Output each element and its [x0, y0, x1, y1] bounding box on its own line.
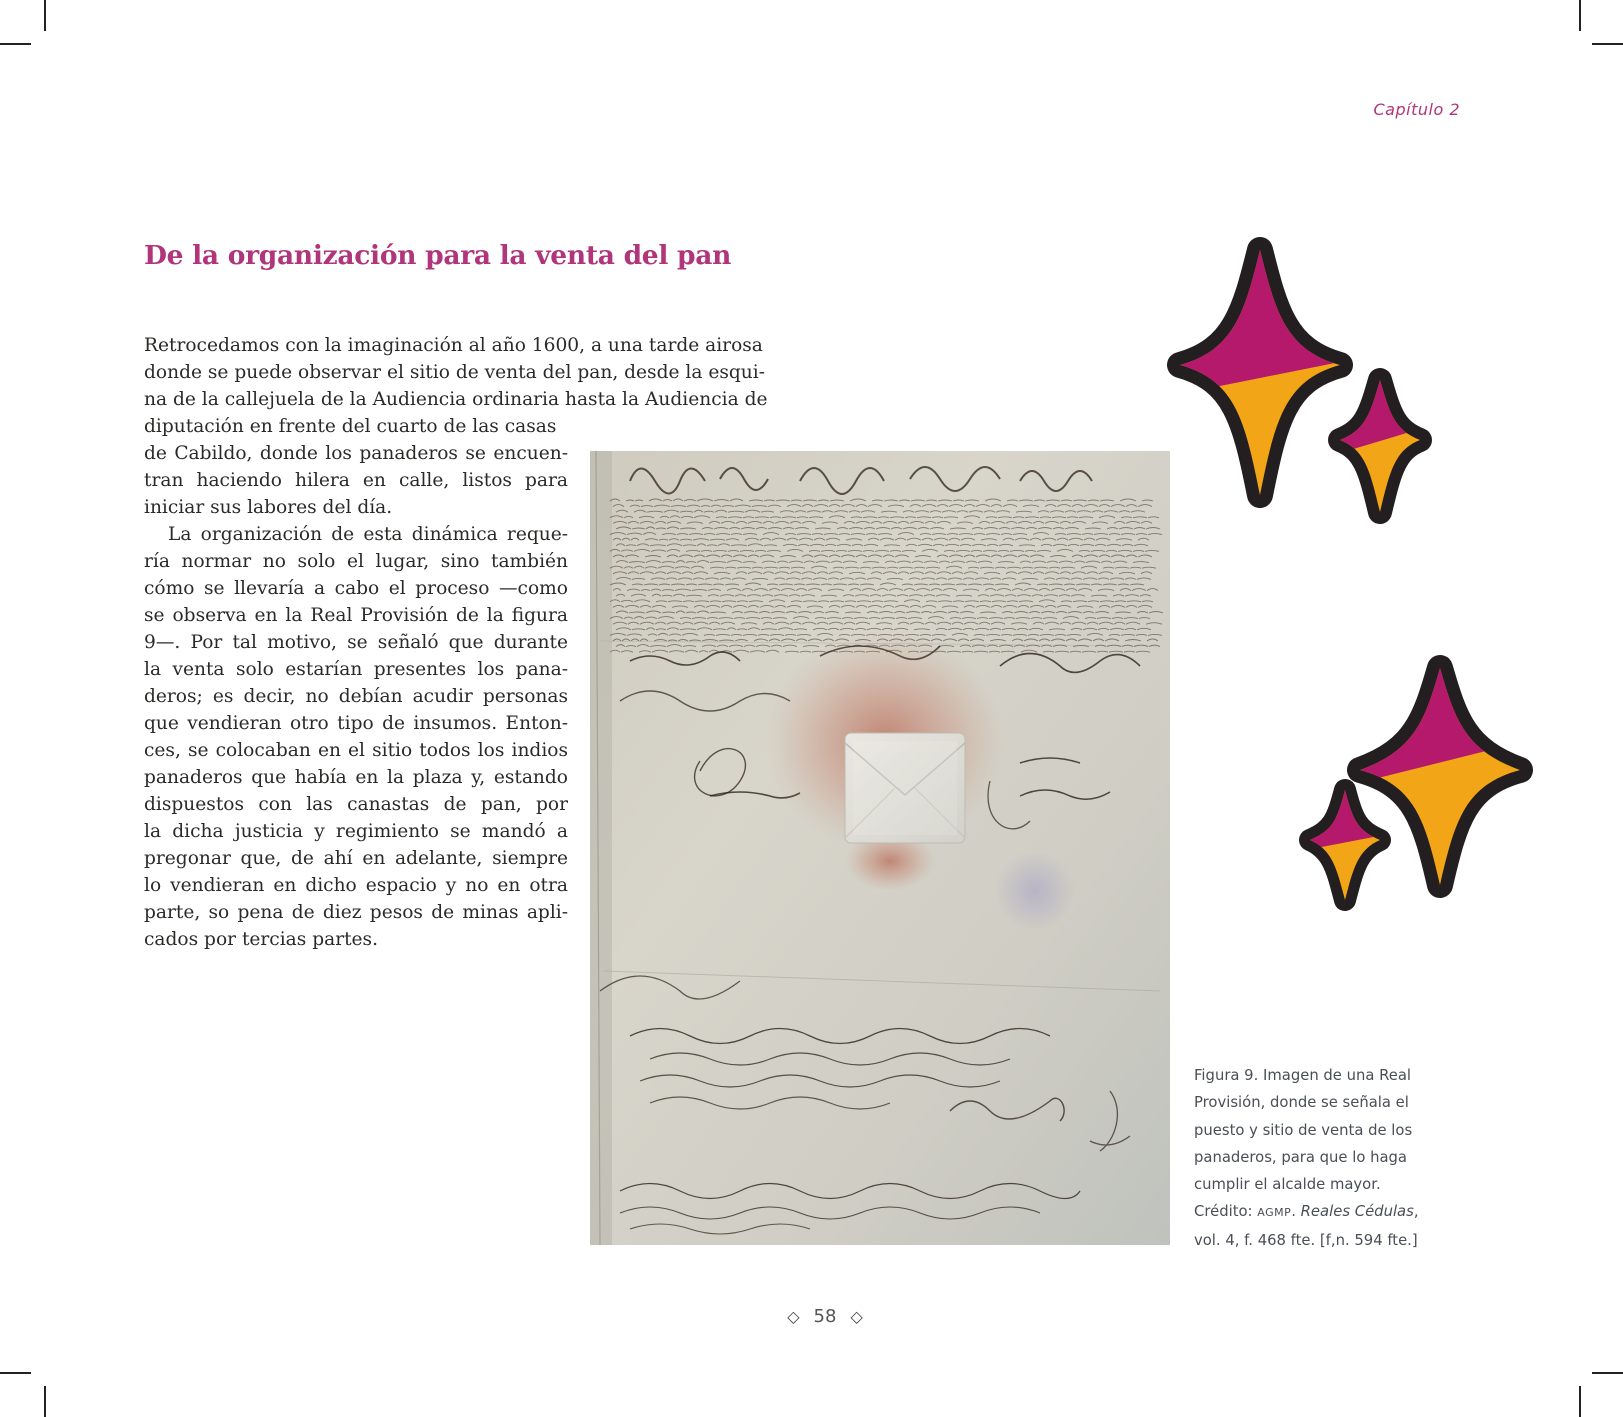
- page-folio: [750, 1306, 900, 1327]
- caption-credit-line: [1194, 1198, 1434, 1226]
- text-line: la venta solo estarían presentes los pana-: [144, 659, 568, 680]
- text-line: de Cabildo, donde los panaderos se encuen-: [144, 443, 568, 464]
- text-line: iniciar sus labores del día.: [144, 497, 393, 518]
- sparkle-decoration-icon: [1150, 230, 1550, 930]
- caption-line: panaderos, para que lo haga: [1194, 1148, 1407, 1166]
- crop-mark-icon: [44, 0, 46, 31]
- text-line: cómo se llevaría a cabo el proceso —como: [144, 578, 568, 599]
- text-line: que vendieran otro tipo de insumos. Enton-: [144, 713, 568, 734]
- page-number: 58: [813, 1306, 837, 1327]
- caption-line: cumplir el alcalde mayor.: [1194, 1176, 1381, 1194]
- text-line: pregonar que, de ahí en adelante, siempre: [144, 848, 568, 869]
- text-line: la dicha justicia y regimiento se mandó a: [144, 821, 568, 842]
- crop-mark-icon: [0, 43, 31, 45]
- section-title: De la organización para la venta del pan: [144, 240, 732, 271]
- sparkle-large-top: [1150, 230, 1450, 530]
- text-line: se observa en la Real Provisión de la figura: [144, 605, 568, 626]
- credit-title: Reales Cédulas: [1300, 1203, 1414, 1221]
- crop-mark-icon: [1592, 43, 1623, 45]
- caption-line: puesto y sitio de venta de los: [1194, 1121, 1413, 1139]
- text-line: cados por tercias partes.: [144, 929, 379, 950]
- text-line: dispuestos con las canastas de pan, por: [144, 794, 568, 815]
- crop-mark-icon: [0, 1372, 31, 1374]
- credit-org: AGMP: [1257, 1206, 1292, 1220]
- text-line: diputación en frente del cuarto de las casas: [144, 416, 557, 437]
- envelope-seal: [845, 733, 965, 843]
- caption-line: Provisión, donde se señala el: [1194, 1094, 1409, 1112]
- text-line: donde se puede observar el sitio de venta del pan, desde la esqui-: [144, 362, 766, 383]
- running-head: Capítulo 2: [1373, 100, 1460, 119]
- text-line: Retrocedamos con la imaginación al año 1600, a una tarde airosa: [144, 335, 763, 356]
- figure-caption: [1194, 1062, 1434, 1254]
- paragraph-2: [144, 521, 568, 953]
- text-line: La organización de esta dinámica reque-: [168, 524, 568, 545]
- diamond-ornament-icon: ◇: [787, 1307, 800, 1326]
- credit-tail: ,: [1413, 1203, 1419, 1221]
- text-line: parte, so pena de diez pesos de minas apli-: [144, 902, 568, 923]
- credit-label: Crédito:: [1194, 1203, 1258, 1221]
- text-line: tran haciendo hilera en calle, listos para: [144, 470, 568, 491]
- credit-sep: .: [1291, 1203, 1301, 1221]
- manuscript-photo: [590, 451, 1170, 1245]
- text-line: na de la callejuela de la Audiencia ordinaria hasta la Audiencia de: [144, 389, 768, 410]
- crop-mark-icon: [1579, 0, 1581, 31]
- crop-mark-icon: [1592, 1372, 1623, 1374]
- diamond-ornament-icon: ◇: [850, 1307, 863, 1326]
- text-line: lo vendieran en dicho espacio y no en otra: [144, 875, 568, 896]
- caption-line: Figura 9. Imagen de una Real: [1194, 1067, 1412, 1084]
- text-line: deros; es decir, no debían acudir personas: [144, 686, 568, 707]
- caption-line: vol. 4, f. 468 fte. [f,n. 594 fte.]: [1194, 1231, 1418, 1249]
- crop-mark-icon: [44, 1386, 46, 1417]
- text-line: ces, se colocaban en el sitio todos los indios: [144, 740, 568, 761]
- text-line: ría normar no solo el lugar, sino también: [144, 551, 568, 572]
- crop-mark-icon: [1579, 1386, 1581, 1417]
- text-line: panaderos que había en la plaza y, estando: [144, 767, 568, 788]
- text-line: 9—. Por tal motivo, se señaló que durante: [144, 632, 568, 653]
